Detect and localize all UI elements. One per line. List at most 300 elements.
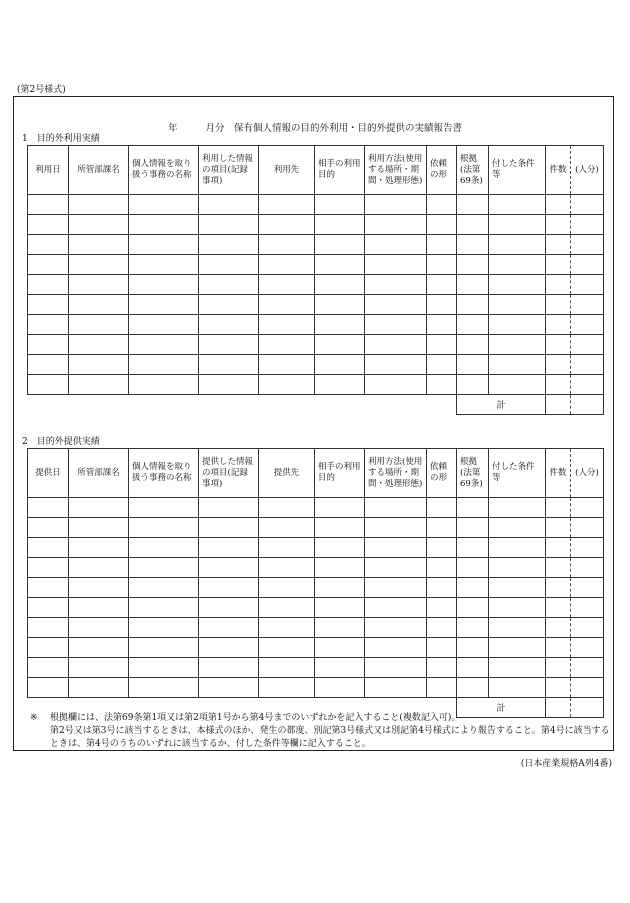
section1-heading: 1 目的外利用実績 [22, 134, 100, 144]
cell[interactable] [427, 518, 457, 538]
cell[interactable] [457, 275, 489, 295]
cell[interactable] [315, 638, 365, 658]
cell[interactable] [457, 235, 489, 255]
cell[interactable] [571, 498, 604, 518]
cell[interactable] [365, 235, 427, 255]
cell[interactable] [28, 638, 69, 658]
cell[interactable] [489, 295, 546, 315]
cell[interactable] [129, 578, 199, 598]
header-basis: 根拠(法第69条) [457, 146, 489, 195]
cell[interactable] [259, 578, 315, 598]
cell[interactable] [571, 195, 604, 215]
table-row [28, 498, 604, 518]
cell[interactable] [129, 375, 199, 395]
cell[interactable] [199, 295, 259, 315]
cell[interactable] [427, 275, 457, 295]
cell[interactable] [259, 295, 315, 315]
cell[interactable] [315, 498, 365, 518]
cell[interactable] [457, 498, 489, 518]
total-persons-cell[interactable] [571, 395, 604, 415]
cell[interactable] [457, 518, 489, 538]
cell[interactable] [199, 335, 259, 355]
cell[interactable] [546, 275, 571, 295]
total-count-cell[interactable] [546, 395, 571, 415]
cell[interactable] [489, 578, 546, 598]
cell[interactable] [427, 355, 457, 375]
cell[interactable] [365, 518, 427, 538]
cell[interactable] [457, 638, 489, 658]
cell[interactable] [28, 658, 69, 678]
cell[interactable] [28, 315, 69, 335]
cell[interactable] [259, 678, 315, 698]
cell[interactable] [69, 558, 129, 578]
cell[interactable] [199, 578, 259, 598]
header-purpose: 相手の利用目的 [315, 146, 365, 195]
cell[interactable] [69, 355, 129, 375]
cell[interactable] [546, 658, 571, 678]
cell[interactable] [315, 598, 365, 618]
cell[interactable] [546, 335, 571, 355]
cell[interactable] [571, 315, 604, 335]
cell[interactable] [129, 355, 199, 375]
cell[interactable] [489, 355, 546, 375]
cell[interactable] [69, 598, 129, 618]
header-date: 利用日 [28, 146, 69, 195]
header-info-items: 利用した情報の項目(記録事項) [199, 146, 259, 195]
cell[interactable] [365, 558, 427, 578]
header-count: 件数 [546, 146, 571, 195]
cell[interactable] [571, 678, 604, 698]
cell[interactable] [69, 315, 129, 335]
cell[interactable] [457, 375, 489, 395]
cell[interactable] [315, 658, 365, 678]
cell[interactable] [315, 235, 365, 255]
table-row [28, 578, 604, 598]
cell[interactable] [365, 598, 427, 618]
cell[interactable] [199, 235, 259, 255]
header-office-name: 個人情報を取り扱う事務の名称 [129, 449, 199, 498]
cell[interactable] [315, 355, 365, 375]
table-row [28, 658, 604, 678]
cell[interactable] [457, 658, 489, 678]
section2-heading: 2 目的外提供実績 [22, 437, 100, 447]
cell[interactable] [259, 315, 315, 335]
cell[interactable] [129, 538, 199, 558]
table-row [28, 275, 604, 295]
cell[interactable] [129, 598, 199, 618]
cell[interactable] [546, 215, 571, 235]
cell[interactable] [427, 255, 457, 275]
cell[interactable] [489, 678, 546, 698]
cell[interactable] [489, 538, 546, 558]
cell[interactable] [546, 315, 571, 335]
cell[interactable] [199, 618, 259, 638]
cell[interactable] [28, 498, 69, 518]
cell[interactable] [315, 275, 365, 295]
cell[interactable] [365, 678, 427, 698]
cell[interactable] [28, 578, 69, 598]
cell[interactable] [315, 518, 365, 538]
cell[interactable] [489, 598, 546, 618]
cell[interactable] [199, 658, 259, 678]
cell[interactable] [69, 518, 129, 538]
cell[interactable] [365, 578, 427, 598]
cell[interactable] [129, 498, 199, 518]
cell[interactable] [427, 195, 457, 215]
cell[interactable] [571, 295, 604, 315]
cell[interactable] [365, 275, 427, 295]
cell[interactable] [457, 598, 489, 618]
cell[interactable] [571, 355, 604, 375]
cell[interactable] [365, 315, 427, 335]
cell[interactable] [427, 335, 457, 355]
cell[interactable] [489, 558, 546, 578]
cell[interactable] [546, 538, 571, 558]
header-persons: (人分) [571, 146, 604, 195]
table-row [28, 215, 604, 235]
cell[interactable] [28, 195, 69, 215]
cell[interactable] [571, 638, 604, 658]
cell[interactable] [427, 295, 457, 315]
table-row [28, 518, 604, 538]
header-recipient: 提供先 [259, 449, 315, 498]
cell[interactable] [69, 678, 129, 698]
cell[interactable] [315, 215, 365, 235]
cell[interactable] [129, 558, 199, 578]
cell[interactable] [571, 598, 604, 618]
cell[interactable] [427, 658, 457, 678]
header-conditions: 付した条件等 [489, 449, 546, 498]
cell[interactable] [129, 518, 199, 538]
cell[interactable] [129, 315, 199, 335]
cell[interactable] [199, 498, 259, 518]
note-line-1: 根拠欄には、法第69条第1項又は第2項第1号から第4号までのいずれかを記入すること(複数記入可)。 [50, 713, 461, 723]
cell[interactable] [546, 638, 571, 658]
cell[interactable] [28, 335, 69, 355]
cell[interactable] [315, 315, 365, 335]
total-row [28, 395, 604, 415]
cell[interactable] [69, 578, 129, 598]
cell[interactable] [129, 255, 199, 275]
cell[interactable] [489, 315, 546, 335]
header-request-form: 依頼の形 [427, 146, 457, 195]
cell[interactable] [28, 538, 69, 558]
total-label: 計 [457, 698, 546, 718]
cell[interactable] [199, 375, 259, 395]
cell[interactable] [546, 678, 571, 698]
cell[interactable] [259, 235, 315, 255]
cell[interactable] [571, 518, 604, 538]
cell[interactable] [199, 558, 259, 578]
cell[interactable] [199, 598, 259, 618]
cell[interactable] [69, 195, 129, 215]
cell[interactable] [69, 235, 129, 255]
cell[interactable] [571, 255, 604, 275]
provision-header-row [28, 449, 604, 498]
cell[interactable] [28, 598, 69, 618]
table-row [28, 195, 604, 215]
cell[interactable] [259, 335, 315, 355]
table-row [28, 295, 604, 315]
header-department: 所管部課名 [69, 449, 129, 498]
cell[interactable] [259, 355, 315, 375]
cell[interactable] [28, 678, 69, 698]
cell[interactable] [69, 295, 129, 315]
cell[interactable] [259, 558, 315, 578]
footnote [30, 712, 610, 751]
cell[interactable] [571, 658, 604, 678]
cell[interactable] [365, 618, 427, 638]
cell[interactable] [259, 275, 315, 295]
cell[interactable] [28, 558, 69, 578]
table-row [28, 235, 604, 255]
table-row [28, 315, 604, 335]
cell[interactable] [69, 375, 129, 395]
cell[interactable] [259, 195, 315, 215]
cell[interactable] [546, 235, 571, 255]
table-row [28, 598, 604, 618]
header-office-name: 個人情報を取り扱う事務の名称 [129, 146, 199, 195]
cell[interactable] [546, 375, 571, 395]
table-row [28, 558, 604, 578]
cell[interactable] [365, 255, 427, 275]
cell[interactable] [315, 578, 365, 598]
cell[interactable] [546, 618, 571, 638]
cell[interactable] [457, 558, 489, 578]
cell[interactable] [365, 538, 427, 558]
cell[interactable] [28, 355, 69, 375]
cell[interactable] [489, 375, 546, 395]
cell[interactable] [546, 295, 571, 315]
cell[interactable] [457, 538, 489, 558]
cell[interactable] [365, 375, 427, 395]
cell[interactable] [129, 618, 199, 638]
cell[interactable] [457, 355, 489, 375]
cell[interactable] [546, 255, 571, 275]
cell[interactable] [28, 215, 69, 235]
header-recipient: 利用先 [259, 146, 315, 195]
total-label: 計 [457, 395, 546, 415]
cell[interactable] [457, 678, 489, 698]
cell[interactable] [199, 195, 259, 215]
table-row [28, 355, 604, 375]
usage-header-row [28, 146, 604, 195]
note-mark: ※ [30, 713, 38, 723]
cell[interactable] [427, 638, 457, 658]
cell[interactable] [546, 498, 571, 518]
cell[interactable] [546, 355, 571, 375]
cell[interactable] [259, 618, 315, 638]
header-method: 利用方法(使用する場所・期間・処理形態) [365, 146, 427, 195]
cell[interactable] [69, 498, 129, 518]
cell[interactable] [259, 215, 315, 235]
header-date: 提供日 [28, 449, 69, 498]
cell[interactable] [69, 658, 129, 678]
cell[interactable] [199, 678, 259, 698]
cell[interactable] [546, 195, 571, 215]
cell[interactable] [427, 578, 457, 598]
header-basis: 根拠(法第69条) [457, 449, 489, 498]
cell[interactable] [457, 295, 489, 315]
cell[interactable] [489, 498, 546, 518]
cell[interactable] [365, 658, 427, 678]
cell[interactable] [259, 375, 315, 395]
cell[interactable] [546, 558, 571, 578]
cell[interactable] [427, 315, 457, 335]
cell[interactable] [199, 255, 259, 275]
cell[interactable] [315, 375, 365, 395]
cell[interactable] [259, 538, 315, 558]
cell[interactable] [69, 538, 129, 558]
cell[interactable] [315, 195, 365, 215]
cell[interactable] [457, 315, 489, 335]
cell[interactable] [69, 215, 129, 235]
cell[interactable] [199, 315, 259, 335]
cell[interactable] [69, 275, 129, 295]
cell[interactable] [129, 638, 199, 658]
cell[interactable] [571, 618, 604, 638]
cell[interactable] [427, 215, 457, 235]
cell[interactable] [571, 538, 604, 558]
cell[interactable] [489, 518, 546, 538]
cell[interactable] [489, 235, 546, 255]
cell[interactable] [28, 255, 69, 275]
cell[interactable] [427, 538, 457, 558]
year-label: 年 [167, 123, 178, 134]
header-persons: (人分) [571, 449, 604, 498]
cell[interactable] [427, 558, 457, 578]
cell[interactable] [365, 295, 427, 315]
cell[interactable] [199, 275, 259, 295]
table-row [28, 678, 604, 698]
cell[interactable] [129, 295, 199, 315]
cell[interactable] [427, 618, 457, 638]
cell[interactable] [28, 618, 69, 638]
cell[interactable] [129, 335, 199, 355]
cell[interactable] [457, 215, 489, 235]
cell[interactable] [259, 255, 315, 275]
cell[interactable] [546, 518, 571, 538]
cell[interactable] [315, 335, 365, 355]
table-row [28, 538, 604, 558]
title-text: 保有個人情報の目的外利用・目的外提供の実績報告書 [234, 123, 463, 134]
cell[interactable] [427, 375, 457, 395]
cell[interactable] [489, 255, 546, 275]
cell[interactable] [259, 638, 315, 658]
cell[interactable] [365, 215, 427, 235]
cell[interactable] [315, 255, 365, 275]
header-conditions: 付した条件等 [489, 146, 546, 195]
cell[interactable] [457, 335, 489, 355]
cell[interactable] [489, 618, 546, 638]
table-row [28, 255, 604, 275]
cell[interactable] [315, 618, 365, 638]
cell[interactable] [571, 335, 604, 355]
cell[interactable] [571, 215, 604, 235]
note-line-2: 第2号又は第3号に該当するときは、本様式のほか、発生の都度、別記第3号様式又は別記第4号様式により報告すること。第4号に該当するときは、第4号のうちのいずれに該当するか、付した条件等欄に記入すること。 [50, 726, 610, 749]
cell[interactable] [199, 215, 259, 235]
header-purpose: 相手の利用目的 [315, 449, 365, 498]
cell[interactable] [129, 195, 199, 215]
header-count: 件数 [546, 449, 571, 498]
cell[interactable] [28, 375, 69, 395]
cell[interactable] [259, 518, 315, 538]
cell[interactable] [259, 658, 315, 678]
cell[interactable] [489, 658, 546, 678]
cell[interactable] [129, 215, 199, 235]
cell[interactable] [28, 275, 69, 295]
cell[interactable] [489, 275, 546, 295]
cell[interactable] [457, 195, 489, 215]
cell[interactable] [69, 255, 129, 275]
cell[interactable] [129, 678, 199, 698]
cell[interactable] [365, 195, 427, 215]
cell[interactable] [69, 638, 129, 658]
table-row [28, 335, 604, 355]
cell[interactable] [571, 235, 604, 255]
cell[interactable] [199, 638, 259, 658]
header-department: 所管部課名 [69, 146, 129, 195]
usage-table [27, 145, 604, 415]
cell[interactable] [69, 335, 129, 355]
cell[interactable] [199, 355, 259, 375]
cell[interactable] [427, 498, 457, 518]
cell[interactable] [259, 598, 315, 618]
cell[interactable] [28, 295, 69, 315]
table-row [28, 618, 604, 638]
cell[interactable] [489, 195, 546, 215]
cell[interactable] [315, 678, 365, 698]
paper-size-label: (日本産業規格A列4番) [520, 759, 612, 769]
cell[interactable] [315, 295, 365, 315]
cell[interactable] [28, 235, 69, 255]
cell[interactable] [489, 638, 546, 658]
cell[interactable] [571, 275, 604, 295]
cell[interactable] [259, 498, 315, 518]
cell[interactable] [315, 538, 365, 558]
cell[interactable] [571, 558, 604, 578]
cell[interactable] [315, 558, 365, 578]
cell[interactable] [28, 518, 69, 538]
cell[interactable] [365, 335, 427, 355]
header-request-form: 依頼の形 [427, 449, 457, 498]
cell[interactable] [457, 618, 489, 638]
cell[interactable] [129, 658, 199, 678]
cell[interactable] [427, 235, 457, 255]
cell[interactable] [571, 578, 604, 598]
cell[interactable] [489, 335, 546, 355]
cell[interactable] [365, 498, 427, 518]
cell[interactable] [546, 598, 571, 618]
cell[interactable] [199, 538, 259, 558]
cell[interactable] [489, 215, 546, 235]
header-info-items: 提供した情報の項目(記録事項) [199, 449, 259, 498]
cell[interactable] [69, 618, 129, 638]
cell[interactable] [571, 375, 604, 395]
cell[interactable] [457, 255, 489, 275]
cell[interactable] [365, 638, 427, 658]
cell[interactable] [546, 578, 571, 598]
table-row [28, 375, 604, 395]
cell[interactable] [427, 678, 457, 698]
cell[interactable] [129, 235, 199, 255]
cell[interactable] [129, 275, 199, 295]
cell[interactable] [457, 578, 489, 598]
month-label: 月分 [205, 123, 225, 134]
cell[interactable] [199, 518, 259, 538]
cell[interactable] [427, 598, 457, 618]
cell[interactable] [365, 355, 427, 375]
